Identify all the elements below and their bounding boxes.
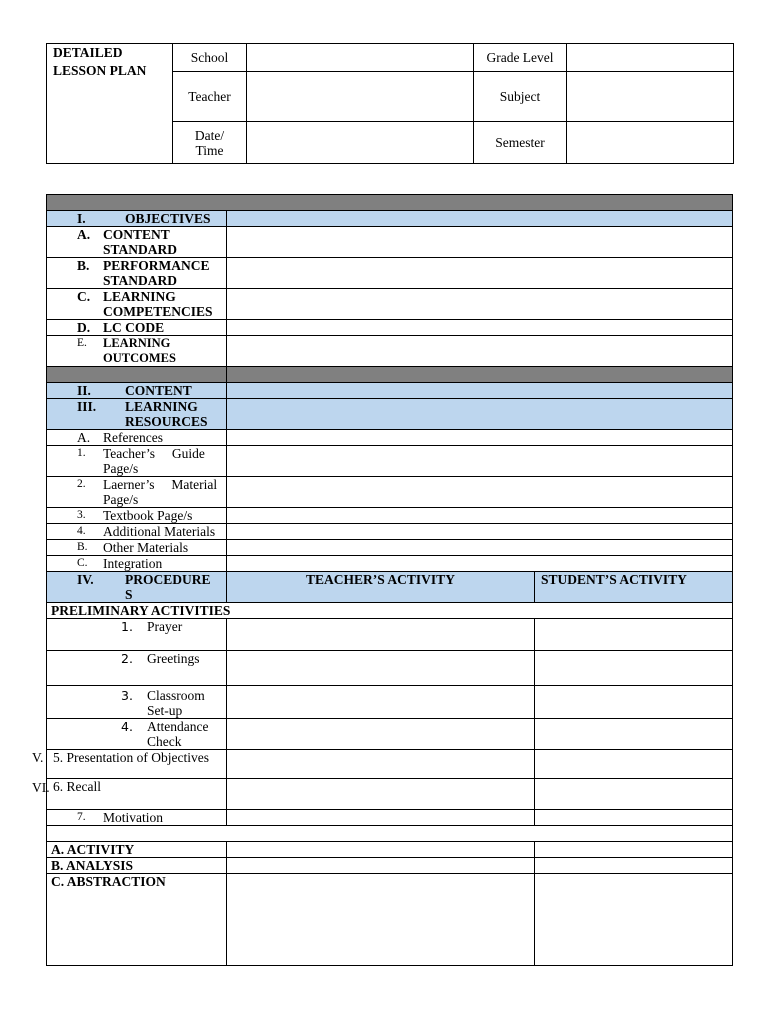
other-materials-field[interactable] [227, 540, 733, 556]
presentation-teacher-field[interactable] [227, 750, 535, 779]
textbook-pages-row: 3. Textbook Page/s [47, 508, 733, 524]
blank-row [47, 826, 733, 842]
integration-field[interactable] [227, 556, 733, 572]
recall-row [47, 779, 733, 810]
semester-label: Semester [474, 122, 567, 164]
performance-standard-row: B. PERFORMANCE STANDARD [47, 258, 733, 289]
motivation-row: 7. Motivation [47, 810, 733, 826]
learning-competencies-row: C. LEARNING COMPETENCIES [47, 289, 733, 320]
prayer-row: 1. Prayer [47, 619, 733, 651]
lc-code-field[interactable] [227, 320, 733, 336]
learners-material-field[interactable] [227, 477, 733, 508]
content-header-row: II. CONTENT [47, 383, 733, 399]
presentation-objectives-label: 5. Presentation of Objectives [47, 750, 227, 779]
header-table [46, 43, 734, 164]
objectives-title: OBJECTIVES [125, 211, 211, 226]
activity-label: A. ACTIVITY [47, 842, 227, 858]
attendance-teacher-field[interactable] [227, 719, 535, 750]
objectives-header-row: I. OBJECTIVES [47, 211, 733, 227]
semester-field[interactable] [567, 122, 734, 164]
attendance-check-row: 4. Attendance Check [47, 719, 733, 750]
teachers-guide-row: 1. Teacher’s Guide Page/s [47, 446, 733, 477]
presentation-student-field[interactable] [535, 750, 733, 779]
additional-materials-row: 4. Additional Materials [47, 524, 733, 540]
motivation-student-field[interactable] [535, 810, 733, 826]
learning-resources-title: LEARNING RESOURCES [125, 399, 208, 429]
learning-outcomes-field[interactable] [227, 336, 733, 367]
additional-materials-field[interactable] [227, 524, 733, 540]
classroom-setup-teacher-field[interactable] [227, 686, 535, 719]
prayer-teacher-field[interactable] [227, 619, 535, 651]
roman-numeral-vi: VI. [32, 780, 50, 795]
motivation-teacher-field[interactable] [227, 810, 535, 826]
teachers-activity-heading: TEACHER’S ACTIVITY [227, 572, 535, 603]
content-standard-row: A. CONTENT STANDARD [47, 227, 733, 258]
students-activity-heading: STUDENT’S ACTIVITY [535, 572, 733, 603]
textbook-pages-field[interactable] [227, 508, 733, 524]
grade-level-field[interactable] [567, 44, 734, 72]
activity-teacher-field[interactable] [227, 842, 535, 858]
subject-field[interactable] [567, 72, 734, 122]
recall-label: 6. Recall [47, 779, 227, 810]
lesson-plan-title: DETAILED LESSON PLAN [47, 44, 173, 164]
lc-code-row: D. LC CODE [47, 320, 733, 336]
procedures-title: PROCEDURE S [125, 572, 211, 602]
analysis-row [47, 858, 733, 874]
learning-outcomes-row: E. LEARNING OUTCOMES [47, 336, 733, 367]
gray-divider-row [47, 367, 733, 383]
abstraction-row [47, 874, 733, 966]
analysis-label: B. ANALYSIS [47, 858, 227, 874]
greetings-row: 2. Greetings [47, 651, 733, 686]
preliminary-activities-row [47, 603, 733, 619]
attendance-student-field[interactable] [535, 719, 733, 750]
procedures-header-row: IV. PROCEDURE S TEACHER’S ACTIVITY STUDENT’S ACTIVITY [47, 572, 733, 603]
teacher-label: Teacher [173, 72, 247, 122]
activity-row [47, 842, 733, 858]
recall-teacher-field[interactable] [227, 779, 535, 810]
gray-divider-row [47, 195, 733, 211]
abstraction-label: C. ABSTRACTION [47, 874, 227, 966]
teacher-field[interactable] [247, 72, 474, 122]
analysis-teacher-field[interactable] [227, 858, 535, 874]
school-label: School [173, 44, 247, 72]
recall-student-field[interactable] [535, 779, 733, 810]
presentation-objectives-row [47, 750, 733, 779]
other-materials-row: B. Other Materials [47, 540, 733, 556]
content-title: CONTENT [125, 383, 192, 398]
date-time-field[interactable] [247, 122, 474, 164]
content-standard-field[interactable] [227, 227, 733, 258]
date-time-label: Date/ Time [173, 122, 247, 164]
grade-level-label: Grade Level [474, 44, 567, 72]
abstraction-student-field[interactable] [535, 874, 733, 966]
teachers-guide-field[interactable] [227, 446, 733, 477]
references-row: A. References [47, 430, 733, 446]
content-field[interactable] [227, 383, 733, 399]
learning-competencies-field[interactable] [227, 289, 733, 320]
learners-material-row: 2. Laerner’s Material Page/s [47, 477, 733, 508]
prayer-student-field[interactable] [535, 619, 733, 651]
preliminary-activities-heading: PRELIMINARY ACTIVITIES [47, 603, 733, 619]
analysis-student-field[interactable] [535, 858, 733, 874]
classroom-setup-row: 3. Classroom Set-up [47, 686, 733, 719]
activity-student-field[interactable] [535, 842, 733, 858]
greetings-student-field[interactable] [535, 651, 733, 686]
greetings-teacher-field[interactable] [227, 651, 535, 686]
roman-numeral-v: V. [32, 750, 44, 765]
abstraction-teacher-field[interactable] [227, 874, 535, 966]
subject-label: Subject [474, 72, 567, 122]
learning-resources-header-row: III. LEARNING RESOURCES [47, 399, 733, 430]
school-field[interactable] [247, 44, 474, 72]
classroom-setup-student-field[interactable] [535, 686, 733, 719]
performance-standard-field[interactable] [227, 258, 733, 289]
lesson-plan-table [46, 194, 733, 966]
references-field[interactable] [227, 430, 733, 446]
integration-row: C. Integration [47, 556, 733, 572]
